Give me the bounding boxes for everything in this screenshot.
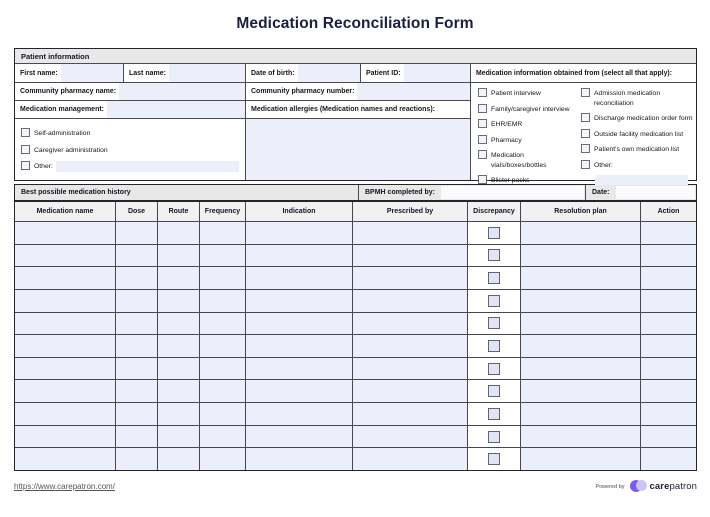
table-cell[interactable] [641, 448, 696, 470]
table-cell[interactable] [200, 335, 245, 357]
checkbox[interactable] [581, 113, 590, 122]
checkbox-option [581, 160, 694, 171]
table-cell[interactable] [158, 426, 199, 448]
table-cell[interactable] [246, 245, 352, 267]
table-cell[interactable] [246, 380, 352, 402]
discrepancy-cell [468, 222, 520, 244]
checkbox-option [478, 119, 581, 130]
table-cell[interactable] [353, 403, 467, 425]
table-cell[interactable] [353, 358, 467, 380]
table-cell[interactable] [353, 222, 467, 244]
checkbox-label: Discharge medication order form [594, 115, 693, 123]
discrepancy-cell [468, 358, 520, 380]
table-cell[interactable] [15, 335, 115, 357]
discrepancy-checkbox[interactable] [488, 272, 500, 284]
table-cell[interactable] [521, 358, 640, 380]
table-cell[interactable] [521, 426, 640, 448]
table-cell[interactable] [15, 426, 115, 448]
med-info-sources-header: Medication information obtained from (select all that apply): [471, 64, 696, 82]
pharmacy-number-input[interactable] [357, 83, 470, 100]
checkbox[interactable] [581, 144, 590, 153]
checkbox-option [478, 135, 581, 146]
table-cell[interactable] [158, 448, 199, 470]
table-cell[interactable] [521, 245, 640, 267]
bpmh-header [15, 185, 358, 200]
table-cell[interactable] [200, 403, 245, 425]
pharmacy-number-label: Community pharmacy number: [251, 88, 355, 95]
carepatron-link[interactable]: https://www.carepatron.com/ [14, 482, 115, 491]
medication-reconciliation-form [0, 15, 710, 517]
table-cell[interactable] [200, 267, 245, 289]
powered-by-label: Powered by [595, 483, 625, 490]
checkbox-option [581, 129, 694, 140]
checkbox-label: Caregiver administration [34, 146, 108, 154]
checkbox-option [21, 145, 239, 156]
checkbox-label: Blister packs [491, 177, 530, 185]
table-cell[interactable] [246, 290, 352, 312]
discrepancy-checkbox[interactable] [488, 249, 500, 261]
med-info-sources-body [471, 83, 696, 185]
table-column-header: Resolution plan [521, 202, 640, 221]
table-cell[interactable] [246, 426, 352, 448]
checkbox-option [478, 104, 581, 115]
patient-id-field [361, 64, 470, 82]
table-column-header: Route [158, 202, 199, 221]
table-cell[interactable] [158, 313, 199, 335]
first-name-input[interactable] [61, 64, 123, 82]
table-cell[interactable] [521, 380, 640, 402]
table-cell[interactable] [246, 222, 352, 244]
table-column-header: Indication [246, 202, 352, 221]
table-cell[interactable] [353, 290, 467, 312]
table-cell[interactable] [15, 267, 115, 289]
table-cell[interactable] [353, 448, 467, 470]
bpmh-completed-by-input[interactable] [441, 186, 584, 199]
discrepancy-cell [468, 267, 520, 289]
checkbox[interactable] [478, 119, 487, 128]
checkbox-label: EHR/EMR [491, 121, 523, 129]
date-of-birth-input[interactable] [298, 64, 360, 82]
table-column-header: Prescribed by [353, 202, 467, 221]
checkbox[interactable] [478, 104, 487, 113]
table-column-header: Dose [116, 202, 157, 221]
table-cell[interactable] [641, 313, 696, 335]
table-cell[interactable] [246, 313, 352, 335]
table-cell[interactable] [116, 267, 157, 289]
table-cell[interactable] [116, 358, 157, 380]
table-cell[interactable] [116, 290, 157, 312]
bpmh-completed-by-field [359, 185, 585, 200]
footer [14, 480, 697, 493]
discrepancy-checkbox[interactable] [488, 227, 500, 239]
last-name-label: Last name: [129, 69, 166, 77]
pharmacy-number-field [246, 83, 470, 100]
medication-allergies-label: Medication allergies (Medication names and reactions): [251, 106, 435, 113]
date-of-birth-label: Date of birth: [251, 69, 295, 77]
med-info-sources-column-2 [581, 88, 694, 180]
table-cell[interactable] [158, 380, 199, 402]
bpmh-date-label: Date: [592, 189, 610, 196]
checkbox[interactable] [478, 135, 487, 144]
pharmacy-name-field [15, 83, 245, 100]
checkbox-label: Other: [34, 163, 53, 171]
discrepancy-checkbox[interactable] [488, 317, 500, 329]
table-cell[interactable] [353, 380, 467, 402]
checkbox-option [478, 150, 581, 170]
table-cell[interactable] [641, 358, 696, 380]
table-cell[interactable] [521, 290, 640, 312]
table-cell[interactable] [246, 335, 352, 357]
discrepancy-checkbox[interactable] [488, 408, 500, 420]
table-cell[interactable] [158, 335, 199, 357]
table-cell[interactable] [15, 448, 115, 470]
table-cell[interactable] [158, 267, 199, 289]
table-cell[interactable] [15, 222, 115, 244]
table-cell[interactable] [15, 403, 115, 425]
table-cell[interactable] [116, 426, 157, 448]
checkbox-label: Self-administration [34, 130, 91, 137]
table-cell[interactable] [521, 448, 640, 470]
table-cell[interactable] [15, 290, 115, 312]
discrepancy-checkbox[interactable] [488, 453, 500, 465]
checkbox[interactable] [21, 145, 30, 154]
carepatron-logo-icon [630, 480, 647, 493]
table-cell[interactable] [641, 290, 696, 312]
table-cell[interactable] [15, 245, 115, 267]
table-column-header: Discrepancy [468, 202, 520, 221]
last-name-field [124, 64, 245, 82]
medication-management-options [15, 119, 245, 180]
bpmh-date-input[interactable] [616, 186, 695, 199]
checkbox-label: Patient's own medication list [594, 146, 680, 154]
table-cell[interactable] [200, 245, 245, 267]
pharmacy-name-input[interactable] [119, 83, 245, 100]
table-cell[interactable] [246, 267, 352, 289]
discrepancy-cell [468, 380, 520, 402]
bpmh-header-label: Best possible medication history [21, 189, 131, 196]
page-title: Medication Reconciliation Form [236, 15, 474, 32]
discrepancy-checkbox[interactable] [488, 340, 500, 352]
medication-management-field [15, 101, 245, 118]
table-cell[interactable] [200, 358, 245, 380]
checkbox[interactable] [581, 160, 590, 169]
discrepancy-checkbox[interactable] [488, 431, 500, 443]
discrepancy-checkbox[interactable] [488, 385, 500, 397]
table-cell[interactable] [641, 222, 696, 244]
checkbox[interactable] [581, 129, 590, 138]
med-info-sources-column-1 [478, 88, 581, 185]
table-cell[interactable] [116, 448, 157, 470]
table-cell[interactable] [353, 313, 467, 335]
table-cell[interactable] [200, 426, 245, 448]
table-cell[interactable] [158, 358, 199, 380]
patient-info-header-label: Patient information [21, 51, 90, 61]
discrepancy-checkbox[interactable] [488, 295, 500, 307]
table-cell[interactable] [641, 403, 696, 425]
bpmh-section [14, 184, 697, 201]
medication-allergies-input[interactable] [246, 119, 470, 180]
medication-allergies-field [246, 101, 470, 118]
table-cell[interactable] [200, 448, 245, 470]
patient-id-input[interactable] [404, 64, 470, 82]
discrepancy-checkbox[interactable] [488, 363, 500, 375]
date-of-birth-field [246, 64, 360, 82]
discrepancy-cell [468, 448, 520, 470]
patient-info-header [15, 49, 696, 63]
pharmacy-name-label: Community pharmacy name: [20, 88, 117, 95]
table-cell[interactable] [158, 403, 199, 425]
powered-by-badge [595, 480, 697, 493]
table-column-header: Frequency [200, 202, 245, 221]
bpmh-date-field [586, 185, 696, 200]
checkbox[interactable] [478, 175, 487, 184]
table-column-header: Action [641, 202, 696, 221]
checkbox-label: Admission medication reconciliation [594, 90, 661, 107]
table-cell[interactable] [116, 380, 157, 402]
table-cell[interactable] [641, 380, 696, 402]
medication-management-input[interactable] [107, 101, 245, 118]
table-cell[interactable] [353, 267, 467, 289]
table-cell[interactable] [116, 335, 157, 357]
discrepancy-cell [468, 403, 520, 425]
table-cell[interactable] [246, 358, 352, 380]
medication-management-label: Medication management: [20, 106, 105, 113]
checkbox[interactable] [21, 128, 30, 137]
discrepancy-cell [468, 335, 520, 357]
table-cell[interactable] [521, 403, 640, 425]
patient-id-label: Patient ID: [366, 69, 401, 77]
checkbox-label: Family/caregiver interview [491, 105, 570, 113]
table-cell[interactable] [158, 222, 199, 244]
checkbox-option [478, 88, 581, 99]
checkbox-option [581, 113, 694, 124]
last-name-input[interactable] [169, 64, 245, 82]
checkbox-option [581, 88, 694, 108]
table-cell[interactable] [246, 403, 352, 425]
checkbox-label: Outside facility medication list [594, 130, 684, 138]
checkbox-label: Other: [594, 161, 613, 169]
table-column-header: Medication name [15, 202, 115, 221]
checkbox-option [581, 144, 694, 155]
table-cell[interactable] [246, 448, 352, 470]
table-cell[interactable] [15, 313, 115, 335]
table-cell[interactable] [641, 335, 696, 357]
table-cell[interactable] [200, 222, 245, 244]
table-cell[interactable] [353, 245, 467, 267]
first-name-field [15, 64, 123, 82]
patient-information-section [14, 48, 697, 185]
checkbox[interactable] [478, 150, 487, 159]
table-cell[interactable] [116, 313, 157, 335]
checkbox-label: Medication vials/boxes/bottles [491, 152, 547, 169]
table-cell[interactable] [116, 403, 157, 425]
first-name-label: First name: [20, 69, 58, 77]
other-input[interactable] [56, 161, 239, 172]
discrepancy-cell [468, 426, 520, 448]
table-cell[interactable] [641, 426, 696, 448]
medication-history-table [14, 201, 697, 471]
table-cell[interactable] [158, 245, 199, 267]
table-cell[interactable] [641, 245, 696, 267]
discrepancy-cell [468, 290, 520, 312]
table-cell[interactable] [116, 222, 157, 244]
table-cell[interactable] [200, 313, 245, 335]
table-cell[interactable] [158, 290, 199, 312]
carepatron-wordmark: carepatron [649, 481, 697, 492]
table-cell[interactable] [200, 290, 245, 312]
checkbox-label: Patient interview [491, 90, 541, 97]
table-cell[interactable] [200, 380, 245, 402]
checkbox[interactable] [21, 161, 30, 170]
table-cell[interactable] [15, 358, 115, 380]
table-cell[interactable] [521, 267, 640, 289]
checkbox[interactable] [581, 88, 590, 97]
table-cell[interactable] [641, 267, 696, 289]
table-cell[interactable] [353, 335, 467, 357]
bpmh-completed-by-label: BPMH completed by: [365, 189, 436, 196]
table-cell[interactable] [116, 245, 157, 267]
checkbox-option [21, 128, 239, 139]
checkbox-label: Pharmacy [491, 136, 522, 144]
table-cell[interactable] [15, 380, 115, 402]
discrepancy-cell [468, 313, 520, 335]
table-cell[interactable] [521, 222, 640, 244]
checkbox[interactable] [478, 88, 487, 97]
table-cell[interactable] [521, 313, 640, 335]
discrepancy-cell [468, 245, 520, 267]
table-cell[interactable] [353, 426, 467, 448]
checkbox-option [21, 161, 239, 172]
table-cell[interactable] [521, 335, 640, 357]
